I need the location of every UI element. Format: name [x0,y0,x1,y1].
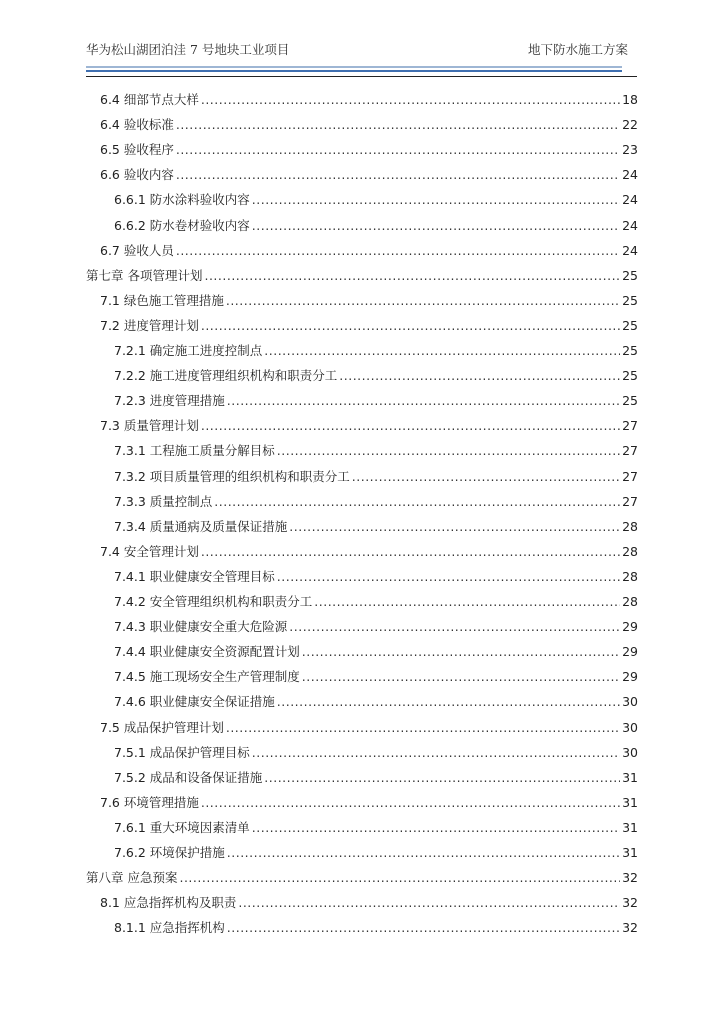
toc-entry-title: 6.4 细部节点大样 [100,92,199,107]
toc-entry-page-number: 28 [622,543,638,559]
toc-entry-title: 7.4.2 安全管理组织机构和职责分工 [114,594,313,609]
toc-dot-leader [264,343,620,359]
toc-entry[interactable] [86,866,638,886]
toc-entry-title: 7.4.5 施工现场安全生产管理制度 [114,669,300,685]
toc-dot-leader [252,218,620,234]
toc-entry[interactable] [100,791,638,811]
toc-entry[interactable] [114,816,638,836]
toc-entry[interactable] [114,339,638,359]
toc-entry[interactable] [114,640,638,660]
toc-dot-leader [302,669,620,685]
toc-entry-title: 8.1 应急指挥机构及职责 [100,895,237,911]
toc-dot-leader [227,845,620,861]
header-rule-dark [86,76,637,77]
toc-entry-title: 7.4.3 职业健康安全重大危险源 [114,619,288,635]
header-rule-light [86,66,622,68]
toc-entry-title: 7.3.4 质量通病及质量保证措施 [114,518,288,534]
toc-dot-leader [226,720,620,736]
toc-entry-title: 6.5 验收程序 [100,142,174,158]
toc-entry[interactable] [114,439,638,459]
toc-entry[interactable] [114,690,638,710]
toc-entry[interactable] [100,239,638,259]
toc-entry[interactable] [86,264,638,284]
toc-entry[interactable] [100,163,638,183]
toc-entry-title: 7.5.2 成品和设备保证措施 [114,769,263,785]
toc-dot-leader [201,92,620,108]
toc-entry[interactable] [114,465,638,485]
toc-entry-page-number: 24 [622,167,638,183]
toc-entry[interactable] [114,741,638,761]
toc-entry-page-number: 25 [622,292,638,308]
toc-dot-leader [277,443,620,459]
toc-entry-title: 7.4 安全管理计划 [100,543,199,559]
toc-entry-title: 7.6.1 重大环境因素清单 [114,819,250,835]
toc-entry-page-number: 22 [622,117,638,133]
toc-dot-leader [252,745,620,761]
toc-entry-page-number: 27 [622,418,638,434]
toc-entry[interactable] [114,188,638,208]
toc-dot-leader [277,569,620,585]
toc-entry-title: 6.6 验收内容 [100,167,174,183]
toc-dot-leader [201,544,620,560]
toc-entry-page-number: 25 [622,368,638,384]
toc-entry-page-number: 23 [622,142,638,158]
toc-dot-leader [252,820,620,836]
toc-entry-page-number: 28 [622,518,638,534]
toc-entry-page-number: 25 [622,393,638,409]
toc-entry-title: 7.4.4 职业健康安全资源配置计划 [114,644,300,660]
toc-dot-leader [201,795,620,811]
toc-entry-title: 7.5.1 成品保护管理目标 [114,744,250,760]
toc-entry-page-number: 25 [622,267,638,283]
toc-entry-title: 7.3.3 质量控制点 [114,493,213,509]
toc-dot-leader [264,770,620,786]
toc-entry[interactable] [114,515,638,535]
toc-entry[interactable] [114,665,638,685]
toc-entry-page-number: 30 [622,694,638,710]
toc-entry[interactable] [114,364,638,384]
toc-entry-page-number: 31 [622,769,638,785]
page-header [86,40,636,60]
toc-entry-title: 7.2 进度管理计划 [100,317,199,333]
toc-dot-leader [214,494,620,510]
toc-entry-title: 7.4.1 职业健康安全管理目标 [114,568,275,584]
toc-dot-leader [176,142,620,158]
toc-entry-page-number: 29 [622,619,638,635]
toc-entry-title: 8.1.1 应急指挥机构 [114,920,225,936]
toc-entry[interactable] [114,214,638,234]
toc-entry-page-number: 29 [622,644,638,660]
toc-entry-page-number: 24 [622,192,638,208]
toc-dot-leader [289,519,620,535]
toc-entry-title: 7.3.2 项目质量管理的组织机构和职责分工 [114,468,350,484]
toc-entry-title: 7.1 绿色施工管理措施 [100,292,224,308]
toc-entry-page-number: 29 [622,669,638,685]
toc-dot-leader [226,293,620,309]
toc-dot-leader [352,469,620,485]
toc-entry-title: 6.7 验收人员 [100,242,174,258]
toc-dot-leader [227,920,620,936]
header-rule-blue [86,70,622,72]
toc-entry-title: 7.3 质量管理计划 [100,418,199,434]
toc-dot-leader [227,393,620,409]
toc-entry-title: 7.4.6 职业健康安全保证措施 [114,694,275,710]
toc-dot-leader [252,192,620,208]
toc-entry[interactable] [100,289,638,309]
toc-entry[interactable] [100,113,638,133]
toc-entry[interactable] [114,916,638,936]
toc-entry[interactable] [100,540,638,560]
toc-entry-page-number: 25 [622,317,638,333]
toc-entry[interactable] [114,841,638,861]
toc-entry-title: 7.5 成品保护管理计划 [100,719,224,735]
toc-entry-page-number: 28 [622,594,638,609]
toc-entry-title: 7.6 环境管理措施 [100,794,199,810]
toc-entry[interactable] [100,314,638,334]
toc-entry-title: 7.3.1 工程施工质量分解目标 [114,443,275,459]
toc-dot-leader [176,167,620,183]
toc-entry-page-number: 27 [622,443,638,459]
toc-dot-leader [289,619,620,635]
toc-entry[interactable] [100,138,638,158]
toc-entry-title: 6.4 验收标准 [100,117,174,133]
toc-dot-leader [277,694,620,710]
toc-entry-title: 7.2.2 施工进度管理组织机构和职责分工 [114,368,338,384]
toc-entry[interactable] [100,414,638,434]
toc-entry-title: 7.2.3 进度管理措施 [114,393,225,409]
toc-entry-title: 7.2.1 确定施工进度控制点 [114,343,263,358]
toc-entry-page-number: 32 [622,870,638,886]
toc-dot-leader [314,594,620,610]
toc-entry-title: 6.6.2 防水卷材验收内容 [114,217,250,233]
toc-entry-page-number: 18 [622,92,638,107]
toc-entry[interactable] [114,565,638,585]
toc-entry-title: 第八章 应急预案 [86,870,178,886]
toc-dot-leader [201,318,620,334]
toc-dot-leader [201,418,620,434]
toc-entry-page-number: 31 [622,794,638,810]
toc-dot-leader [176,117,620,133]
toc-dot-leader [302,644,620,660]
toc-entry-title: 第七章 各项管理计划 [86,267,203,283]
toc-entry-page-number: 27 [622,468,638,484]
toc-entry-page-number: 32 [622,920,638,936]
toc-entry-page-number: 25 [622,343,638,358]
toc-dot-leader [238,895,620,911]
toc-entry-page-number: 31 [622,845,638,860]
toc-dot-leader [176,243,620,259]
toc-entry-page-number: 31 [622,819,638,835]
toc-entry-page-number: 28 [622,568,638,584]
toc-entry[interactable] [100,716,638,736]
toc-entry[interactable] [114,766,638,786]
toc-entry-page-number: 30 [622,719,638,735]
toc-entry-page-number: 32 [622,895,638,911]
toc-entry-page-number: 27 [622,493,638,509]
toc-dot-leader [339,368,620,384]
toc-entry[interactable] [114,590,638,610]
toc-dot-leader [204,268,620,284]
toc-entry[interactable] [114,615,638,635]
header-project-title: 华为松山湖团泊洼 7 号地块工业项目 [86,42,290,57]
toc-dot-leader [179,870,620,886]
toc-entry[interactable] [100,88,638,108]
toc-entry[interactable] [114,490,638,510]
toc-entry-title: 7.6.2 环境保护措施 [114,845,225,860]
toc-entry-page-number: 24 [622,217,638,233]
toc-entry-title: 6.6.1 防水涂料验收内容 [114,192,250,208]
toc-entry[interactable] [100,891,638,911]
header-document-title: 地下防水施工方案 [527,42,628,57]
toc-entry-page-number: 30 [622,744,638,760]
toc-entry-page-number: 24 [622,242,638,258]
toc-entry[interactable] [114,389,638,409]
